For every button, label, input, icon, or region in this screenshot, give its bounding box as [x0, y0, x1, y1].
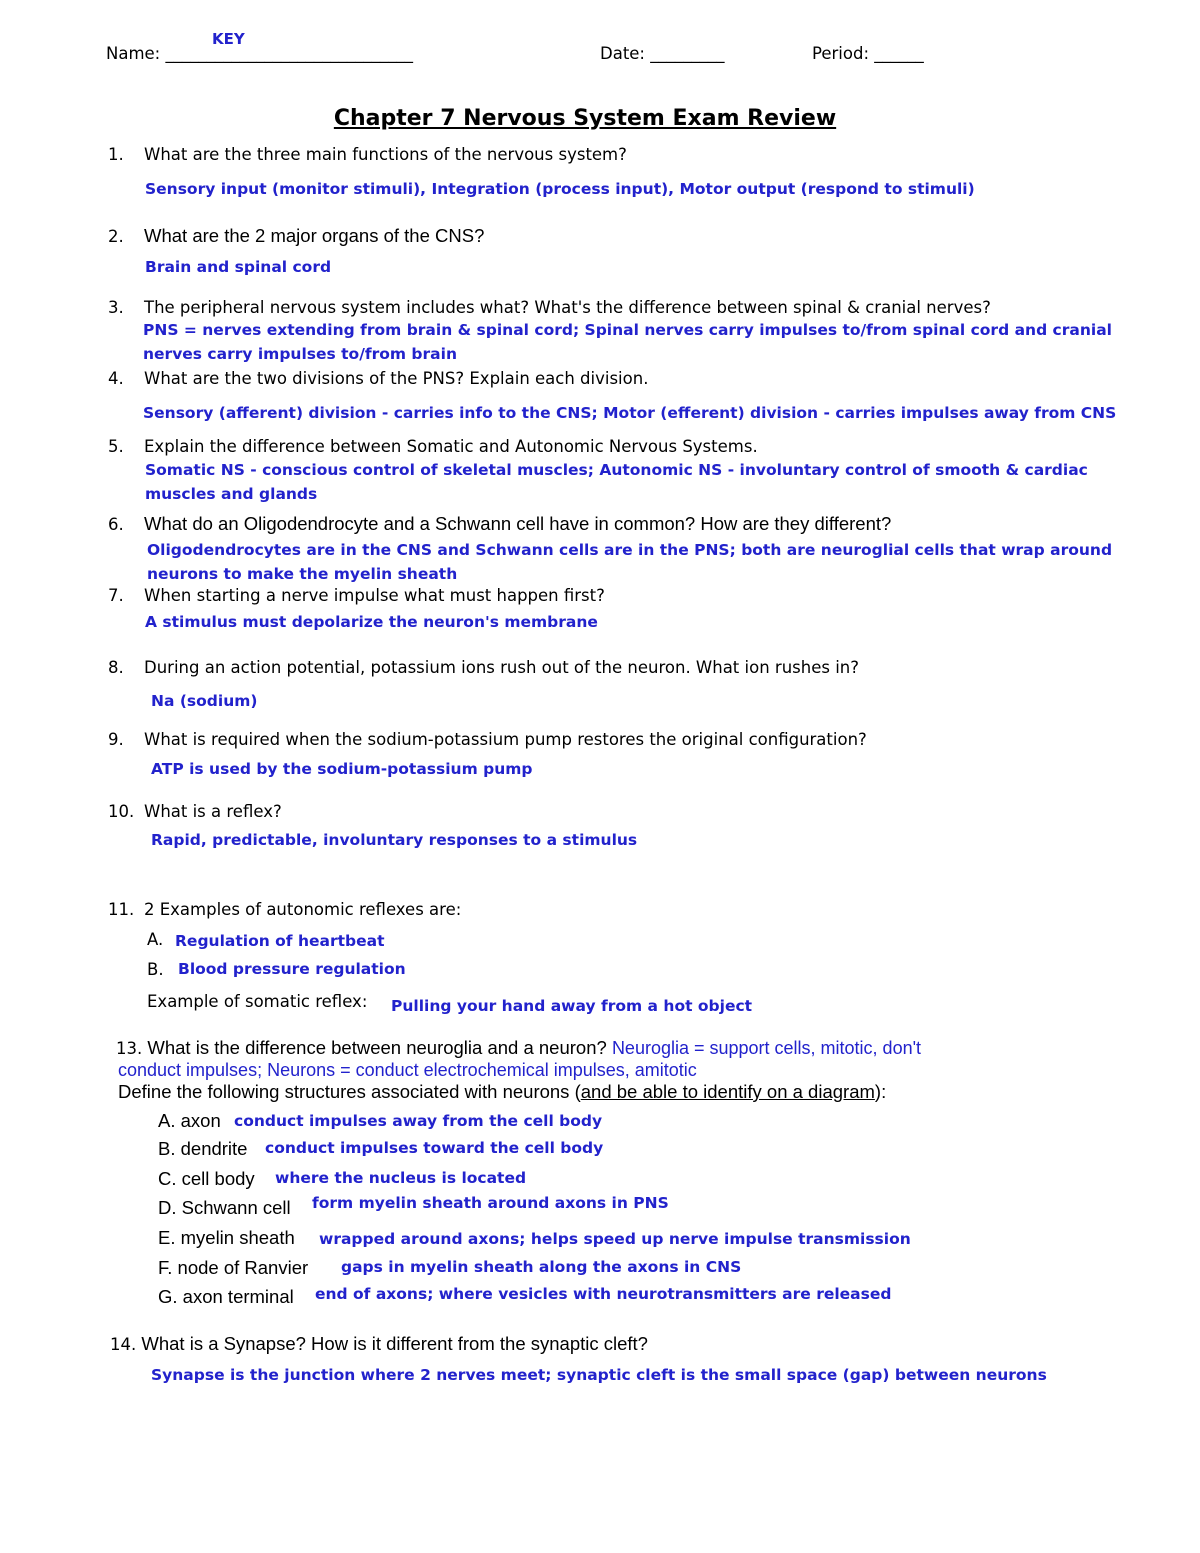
answer-8: Na (sodium): [151, 692, 258, 710]
somatic-reflex-answer: Pulling your hand away from a hot object: [391, 997, 753, 1015]
structure-myelin-sheath-label: E. myelin sheath: [158, 1227, 295, 1248]
q11-a-answer: Regulation of heartbeat: [175, 932, 385, 950]
question-text: What is the difference between neuroglia and a neuron?: [147, 1037, 607, 1058]
question-10: 10. What is a reflex?: [108, 802, 282, 821]
page-title: Chapter 7 Nervous System Exam Review: [333, 106, 837, 131]
answer-6-line-1: Oligodendrocytes are in the CNS and Schwann cells are in the PNS; both are neuroglial cells that wrap around: [147, 541, 1113, 559]
answer-10: Rapid, predictable, involuntary responses to a stimulus: [151, 831, 638, 849]
structure-schwann-cell-label: D. Schwann cell: [158, 1197, 291, 1218]
question-1: 1. What are the three main functions of the nervous system?: [108, 145, 627, 164]
question-text: What are the 2 major organs of the CNS?: [144, 225, 485, 246]
q11-b-answer: Blood pressure regulation: [178, 960, 406, 978]
period-field: Period: ______: [812, 44, 924, 63]
structure-cell-body-label: C. cell body: [158, 1168, 255, 1189]
define-instructions: Define the following structures associated with neurons (and be able to identify on a diagram):: [118, 1081, 887, 1102]
question-text: What do an Oligodendrocyte and a Schwann cell have in common? How are they different?: [144, 513, 892, 534]
q11-a-label: A.: [147, 930, 164, 949]
answer-13-line-2: conduct impulses; Neurons = conduct electrochemical impulses, amitotic: [118, 1060, 697, 1080]
question-text: What is a reflex?: [144, 802, 282, 821]
key-label: KEY: [212, 30, 245, 48]
question-3: 3. The peripheral nervous system includes what? What's the difference between spinal & cranial nerves?: [108, 298, 991, 317]
answer-6-line-2: neurons to make the myelin sheath: [147, 565, 458, 583]
structure-schwann-cell-answer: form myelin sheath around axons in PNS: [312, 1194, 669, 1212]
question-5: 5. Explain the difference between Somatic and Autonomic Nervous Systems.: [108, 437, 758, 456]
question-8: 8. During an action potential, potassium ions rush out of the neuron. What ion rushes in?: [108, 658, 859, 677]
question-4: 4. What are the two divisions of the PNS? Explain each division.: [108, 369, 649, 388]
question-text: What is a Synapse? How is it different from the synaptic cleft?: [141, 1333, 648, 1354]
answer-5-line-1: Somatic NS - conscious control of skeletal muscles; Autonomic NS - involuntary control of smooth & cardiac: [145, 461, 1088, 479]
question-text: The peripheral nervous system includes what? What's the difference between spinal & cranial nerves?: [144, 298, 991, 317]
name-field: Name: ______________________________: [106, 44, 413, 63]
answer-3-line-2: nerves carry impulses to/from brain: [143, 345, 457, 363]
answer-9: ATP is used by the sodium-potassium pump: [151, 760, 533, 778]
question-9: 9. What is required when the sodium-potassium pump restores the original configuration?: [108, 730, 867, 749]
structure-cell-body-answer: where the nucleus is located: [275, 1169, 527, 1187]
answer-5-line-2: muscles and glands: [145, 485, 318, 503]
question-14: 14. What is a Synapse? How is it different from the synaptic cleft?: [110, 1333, 648, 1354]
answer-4: Sensory (afferent) division - carries info to the CNS; Motor (efferent) division - carries impulses away from CNS: [143, 404, 1117, 422]
structure-node-of-ranvier-label: F. node of Ranvier: [158, 1257, 309, 1278]
q11-b-label: B.: [147, 960, 164, 979]
question-text: 2 Examples of autonomic reflexes are:: [144, 900, 462, 919]
structure-dendrite-answer: conduct impulses toward the cell body: [265, 1139, 604, 1157]
structure-axon-terminal-answer: end of axons; where vesicles with neurotransmitters are released: [315, 1285, 892, 1303]
question-2: 2. What are the 2 major organs of the CNS?: [108, 225, 485, 246]
structure-axon-label: A. axon: [158, 1110, 221, 1131]
question-text: Explain the difference between Somatic and Autonomic Nervous Systems.: [144, 437, 758, 456]
answer-2: Brain and spinal cord: [145, 258, 332, 276]
answer-13-line-1: Neuroglia = support cells, mitotic, don't: [611, 1038, 922, 1058]
question-text: During an action potential, potassium ions rush out of the neuron. What ion rushes in?: [144, 658, 859, 677]
question-6: 6. What do an Oligodendrocyte and a Schwann cell have in common? How are they different?: [108, 513, 892, 534]
answer-14: Synapse is the junction where 2 nerves meet; synaptic cleft is the small space (gap) between neurons: [151, 1366, 1047, 1384]
question-7: 7. When starting a nerve impulse what must happen first?: [108, 586, 605, 605]
structure-node-of-ranvier-answer: gaps in myelin sheath along the axons in CNS: [341, 1258, 742, 1276]
date-field: Date: _________: [600, 44, 725, 63]
somatic-reflex-label: Example of somatic reflex:: [147, 992, 368, 1011]
question-13: 13. What is the difference between neuroglia and a neuron? Neuroglia = support cells, mitotic, don't: [116, 1037, 922, 1058]
structure-myelin-sheath-answer: wrapped around axons; helps speed up nerve impulse transmission: [319, 1230, 911, 1248]
question-11: 11. 2 Examples of autonomic reflexes are:: [108, 900, 462, 919]
answer-1: Sensory input (monitor stimuli), Integration (process input), Motor output (respond to stimuli): [145, 180, 975, 198]
answer-3-line-1: PNS = nerves extending from brain & spinal cord; Spinal nerves carry impulses to/from spinal cord and cranial: [143, 321, 1112, 339]
question-text: What are the two divisions of the PNS? Explain each division.: [144, 369, 649, 388]
structure-axon-answer: conduct impulses away from the cell body: [234, 1112, 603, 1130]
question-text: What is required when the sodium-potassium pump restores the original configuration?: [144, 730, 867, 749]
question-text: What are the three main functions of the nervous system?: [144, 145, 627, 164]
structure-dendrite-label: B. dendrite: [158, 1138, 248, 1159]
question-text: When starting a nerve impulse what must happen first?: [144, 586, 605, 605]
answer-7: A stimulus must depolarize the neuron's membrane: [145, 613, 598, 631]
structure-axon-terminal-label: G. axon terminal: [158, 1286, 294, 1307]
